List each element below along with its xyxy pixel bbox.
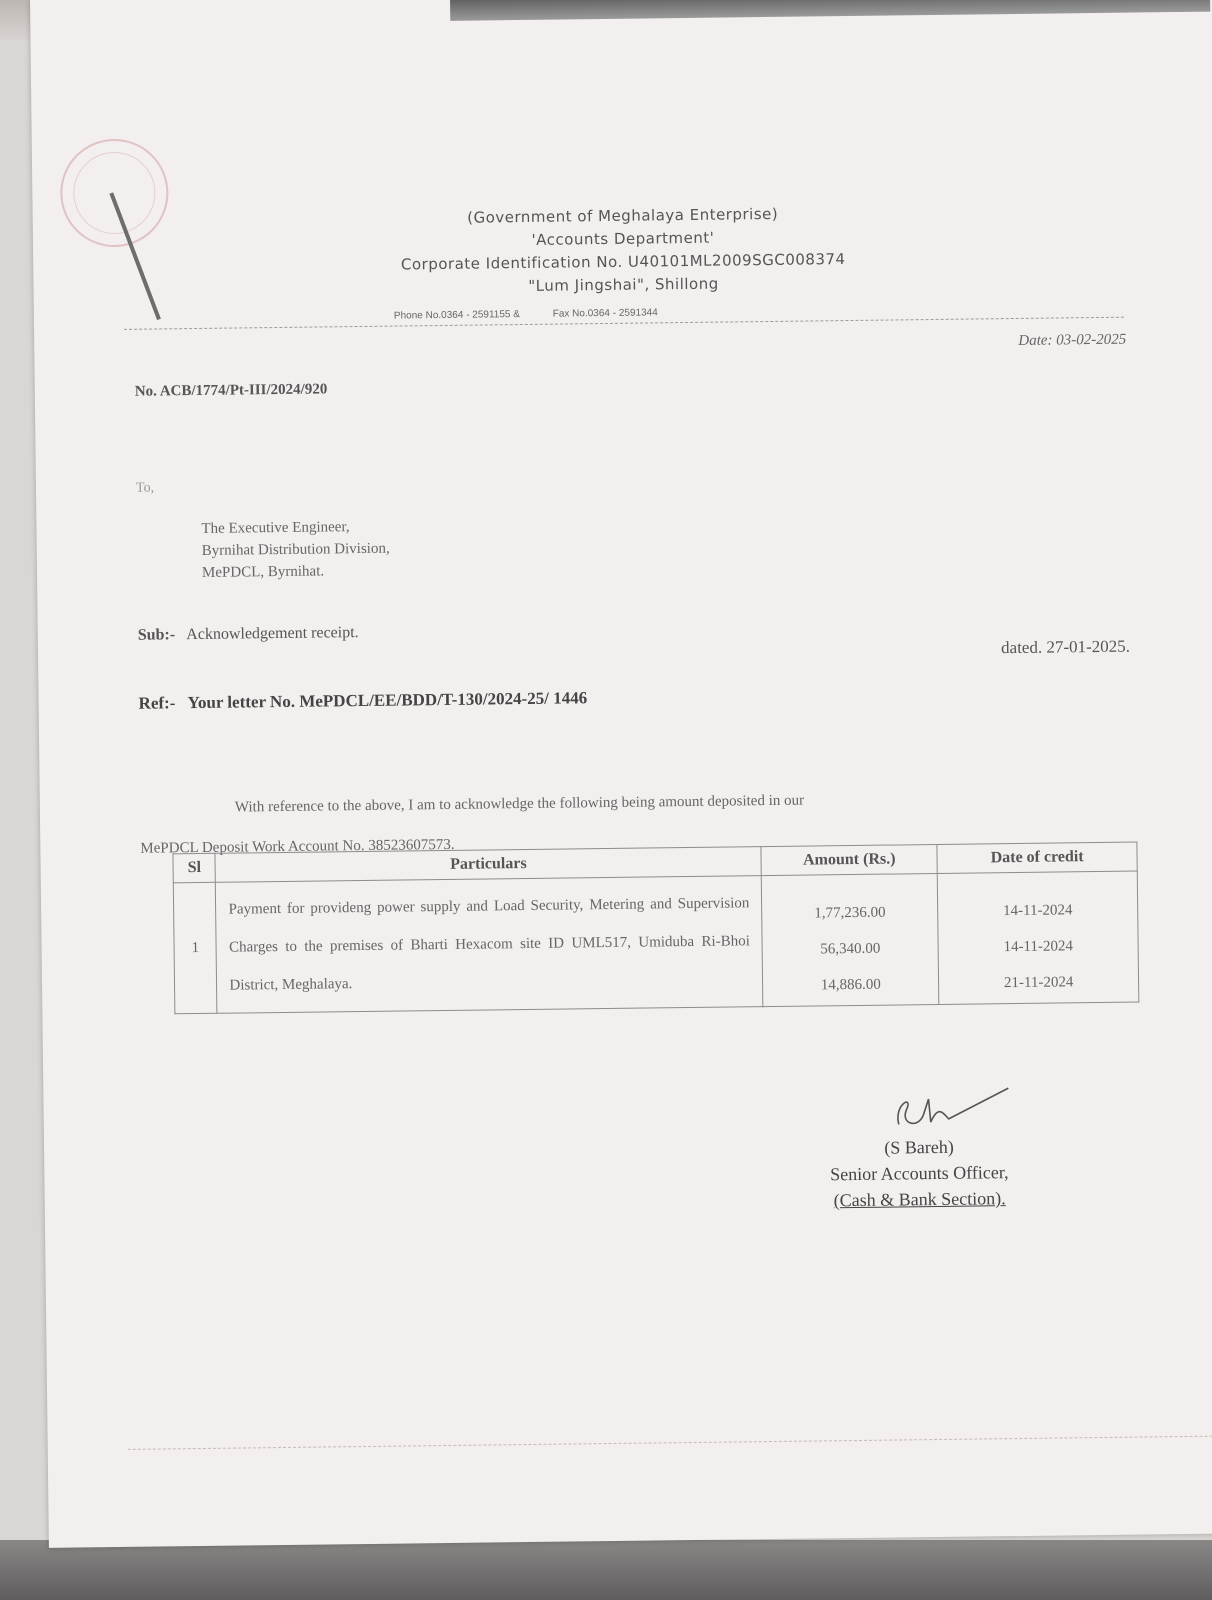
address-line: The Executive Engineer, [201,519,350,537]
subject-line [138,624,359,645]
letterhead-line1: (Government of Meghalaya Enterprise) [467,204,779,227]
header-sl: Sl [173,853,216,883]
letterhead [353,201,894,300]
letterhead-line2: 'Accounts Department' [531,228,715,249]
subject-text: Acknowledgement receipt. [186,624,359,644]
seal-stamp [60,138,169,247]
cell-sl: 1 [173,882,217,1014]
handwritten-signature [888,1083,1019,1135]
deposit-table [172,842,1139,1015]
amount-value: 1,77,236.00 [814,904,886,922]
address-line: MePDCL, Byrnihat. [201,563,325,581]
paper-fold-shadow [450,0,1210,21]
signatory-designation: Senior Accounts Officer, [830,1162,1009,1185]
paragraph-line2: MePDCL Deposit Work Account No. 38523607573. [140,836,455,857]
recipient-address [201,516,390,584]
reference-number: No. ACB/1774/Pt-III/2024/920 [134,381,328,400]
footer-divider [128,1435,1212,1449]
address-line: Byrnihat Distribution Division, [201,540,390,559]
amount-value: 56,340.00 [820,940,881,958]
signature-block [774,1132,1065,1214]
desk-background-bottom [0,1540,1212,1600]
letterhead-line3: Corporate Identification No. U40101ML2009SGC008374 [400,250,846,274]
reference-label: Ref:- [138,693,176,713]
table-row [173,871,1139,1014]
cell-dates [937,871,1138,1004]
contact-line [394,307,688,322]
header-particulars: Particulars [215,847,761,883]
credit-date: 14-11-2024 [1003,938,1074,956]
reference-line [138,688,587,713]
credit-date: 14-11-2024 [1002,902,1073,920]
header-date: Date of credit [937,842,1137,873]
header-amount: Amount (Rs.) [761,844,937,875]
paragraph-line1: With reference to the above, I am to acknowledge the following being amount deposited in our [234,792,805,816]
letterhead-line4: "Lum Jingshai", Shillong [528,274,719,295]
amount-value: 14,886.00 [820,976,881,994]
reference-dated: dated. 27-01-2025. [1000,636,1131,658]
cell-amounts [762,873,940,1006]
credit-date: 21-11-2024 [1003,974,1074,992]
to-label: To, [135,480,155,496]
phone-number: Phone No.0364 - 2591155 & [393,309,520,322]
letter-date: Date: 03-02-2025 [1018,331,1127,349]
signatory-name: (S Bareh) [884,1136,954,1158]
letter-sheet [30,0,1212,1548]
subject-label: Sub:- [137,626,176,644]
signatory-section: (Cash & Bank Section). [833,1188,1006,1211]
fax-number: Fax No.0364 - 2591344 [552,307,658,320]
reference-text: Your letter No. MePDCL/EE/BDD/T-130/2024-25/ 1446 [187,688,588,713]
seal-inner-ring [73,151,156,234]
cell-particulars: Payment for provideng power supply and Load Security, Metering and Supervision Charges to the premises of Bharti Hexacom site ID UML517, Umiduba Ri-Bhoi District, Meghalaya. [216,876,763,1014]
